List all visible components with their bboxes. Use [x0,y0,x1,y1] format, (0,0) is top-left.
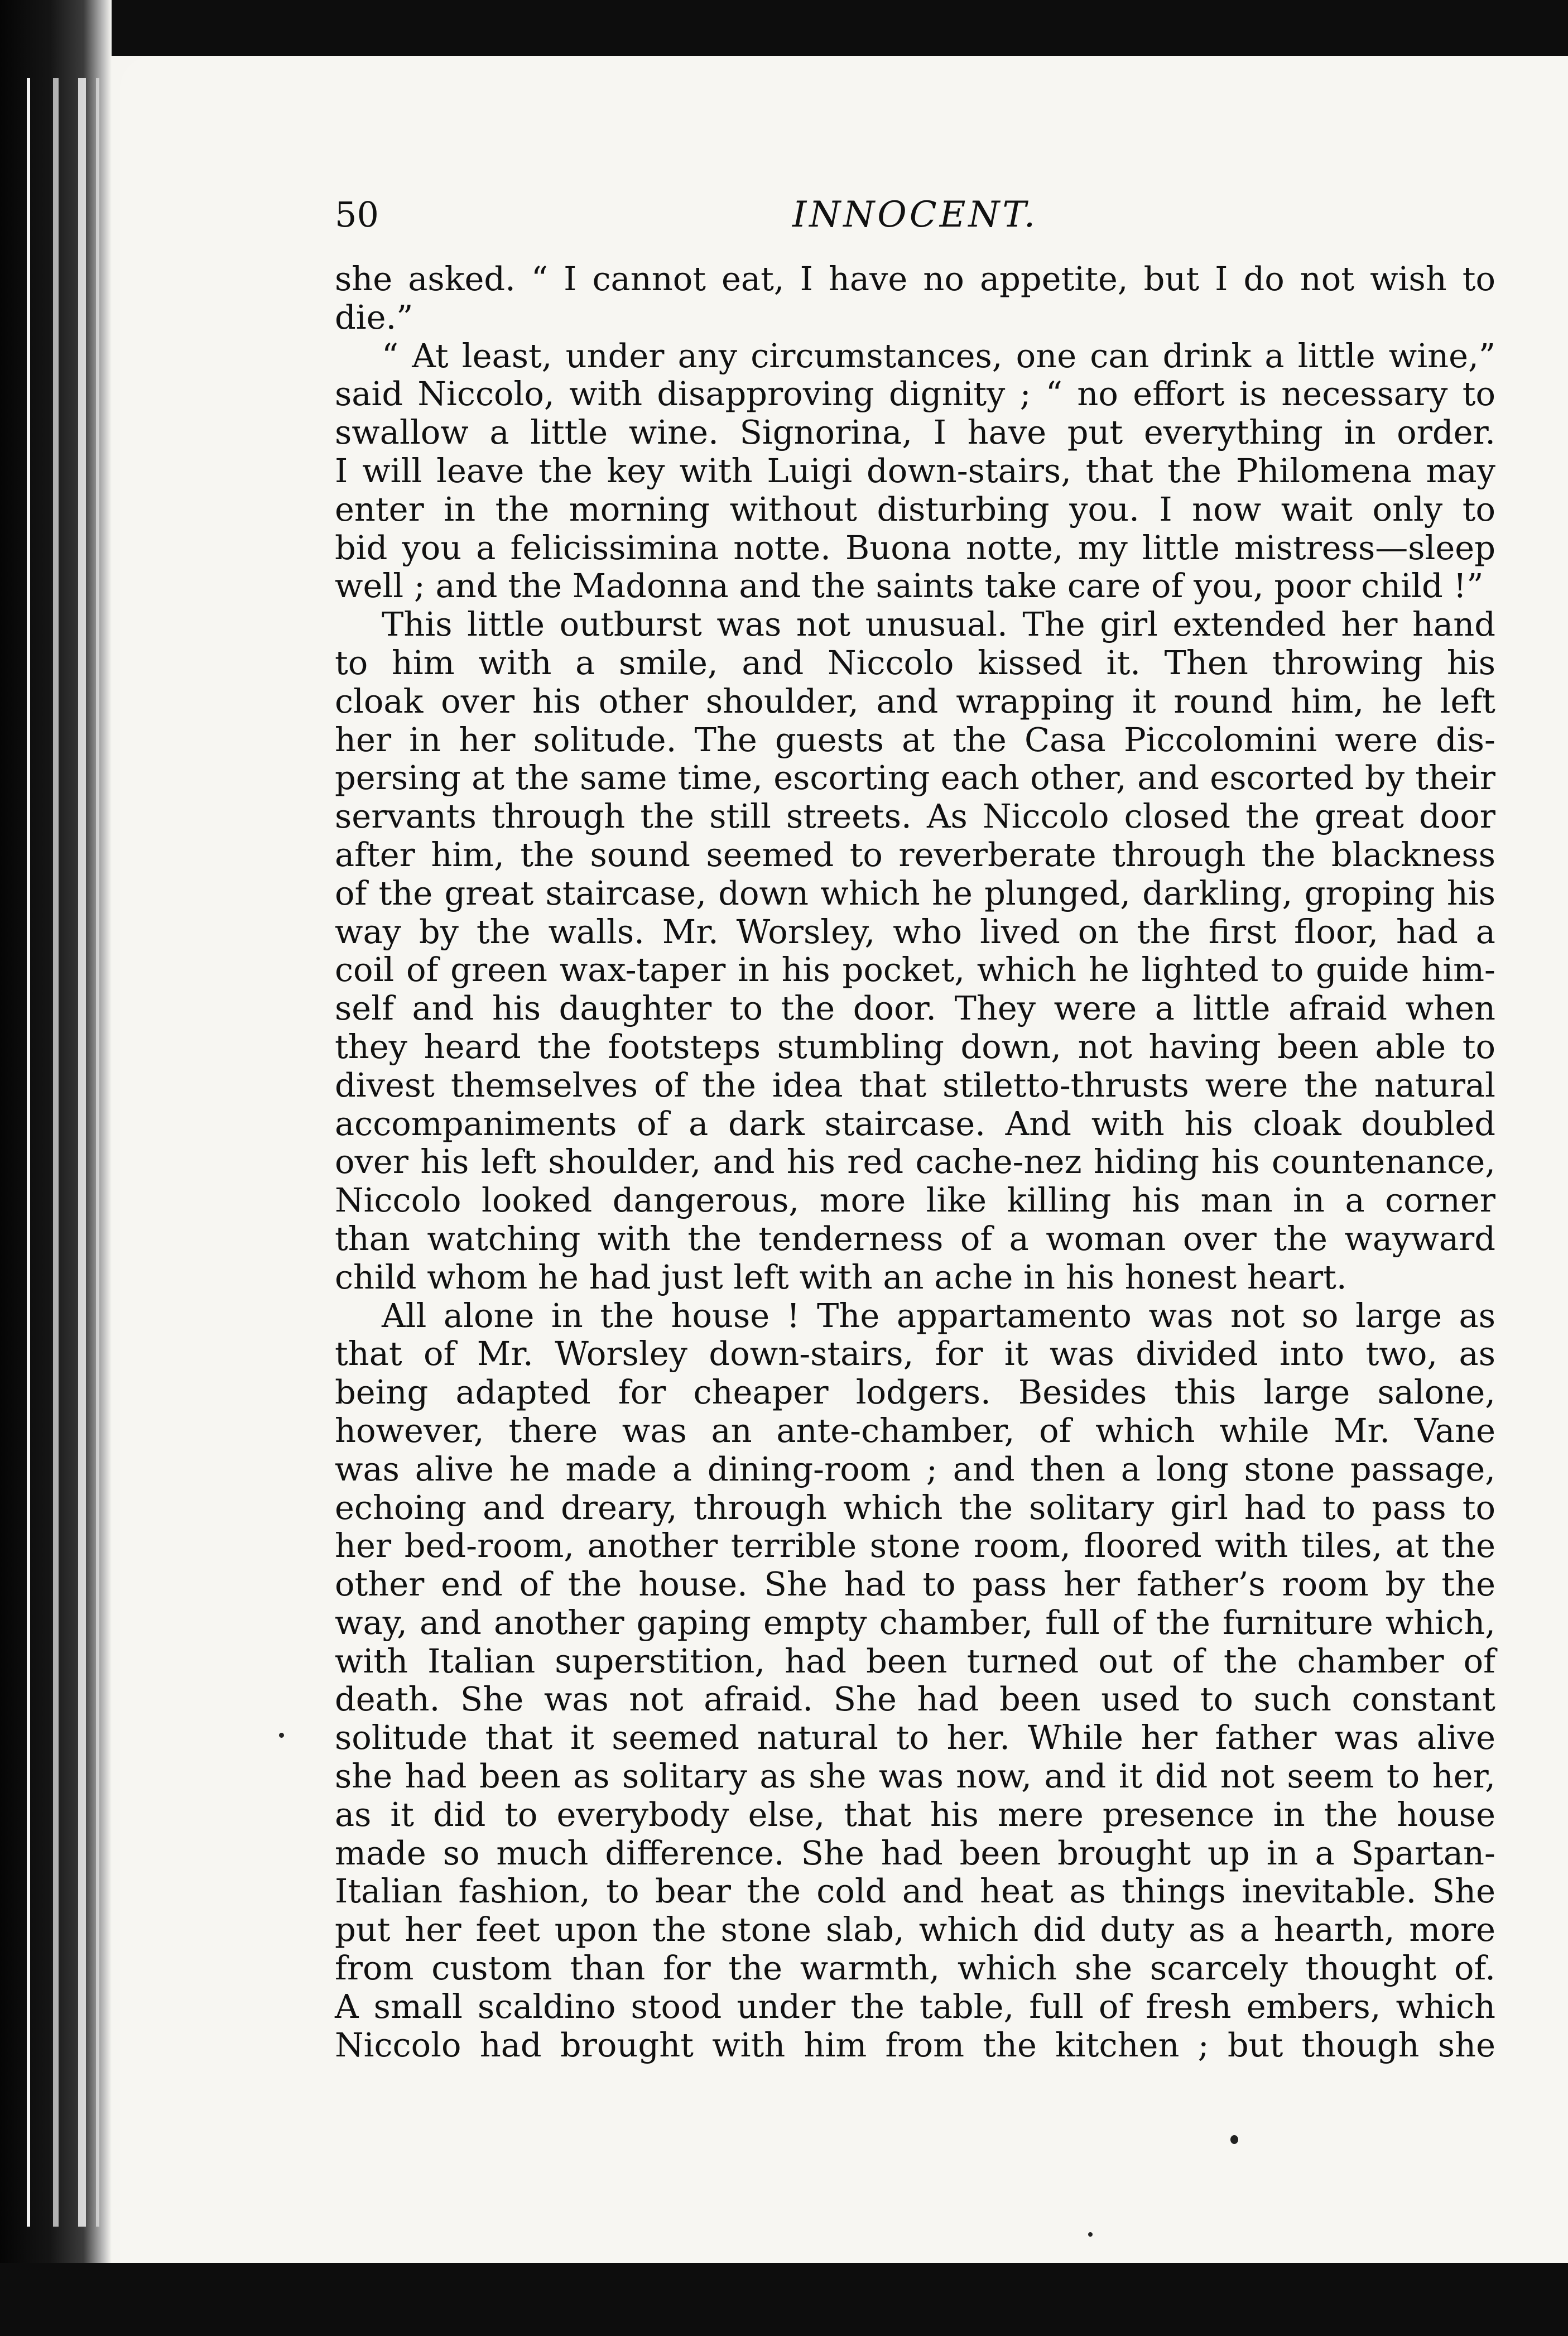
text-line: coil of green wax-taper in his pocket, which he lighted to guide him- [335,950,1495,989]
text-line: Niccolo had brought with him from the kitchen ; but though she [335,2025,1495,2064]
text-line: echoing and dreary, through which the solitary girl had to pass to [335,1488,1495,1527]
text-line: to him with a smile, and Niccolo kissed it. Then throwing his [335,643,1495,682]
text-line: made so much difference. She had been brought up in a Spartan- [335,1833,1495,1872]
text-line: being adapted for cheaper lodgers. Besides this large salone, [335,1373,1495,1412]
text-line: over his left shoulder, and his red cache-nez hiding his countenance, [335,1142,1495,1181]
text-line: die.” [335,297,413,337]
body-text [335,260,1495,2064]
text-line: other end of the house. She had to pass her father’s room by the [335,1565,1495,1604]
text-line: her bed-room, another terrible stone room, floored with tiles, at the [335,1526,1495,1565]
text-line: solitude that it seemed natural to her. While her father was alive [335,1718,1495,1757]
text-line: that of Mr. Worsley down-stairs, for it was divided into two, as [335,1334,1495,1373]
text-line: child whom he had just left with an ache in his honest heart. [335,1257,1347,1296]
scan-streak [78,78,86,2227]
text-line: Italian fashion, to bear the cold and heat as things inevitable. She [335,1872,1495,1911]
text-line: she asked. “ I cannot eat, I have no appetite, but I do not wish to [335,259,1495,298]
scan-border-left [0,0,112,2336]
text-line: enter in the morning without disturbing you. I now wait only to [335,489,1495,528]
text-line: A small scaldino stood under the table, full of fresh embers, which [335,1987,1495,2026]
text-line: with Italian superstition, had been turned out of the chamber of [335,1641,1495,1680]
text-line: was alive he made a dining-room ; and then a long stone passage, [335,1449,1495,1488]
text-line: of the great staircase, down which he plunged, darkling, groping his [335,873,1495,912]
text-line: after him, the sound seemed to reverberate through the blackness [335,835,1495,874]
text-line: put her feet upon the stone slab, which did duty as a hearth, more [335,1910,1495,1949]
text-line: way, and another gaping empty chamber, full of the furniture which, [335,1603,1495,1642]
text-line: accompaniments of a dark staircase. And with his cloak doubled [335,1104,1495,1143]
text-line: from custom than for the warmth, which she scarcely thought of. [335,1949,1495,1988]
text-line: way by the walls. Mr. Worsley, who lived on the first floor, had a [335,912,1495,951]
text-line: divest themselves of the idea that stiletto-thrusts were the natural [335,1065,1495,1104]
text-line: well ; and the Madonna and the saints take care of you, poor child !” [335,566,1484,605]
scan-streak [27,78,30,2227]
page-number: 50 [335,194,379,235]
scan-speck [279,1733,284,1738]
text-line: All alone in the house ! The appartamento was not so large as [382,1296,1495,1335]
text-line: I will leave the key with Luigi down-stairs, that the Philomena may [335,451,1495,490]
scan-speck [1230,2135,1238,2144]
text-line: bid you a felicissimina notte. Buona notte, my little mistress—sleep [335,528,1495,567]
scan-border-bottom [0,2263,1568,2336]
text-line: as it did to everybody else, that his mere presence in the house [335,1795,1495,1834]
scan-streak [96,78,99,2227]
text-line: cloak over his other shoulder, and wrapping it round him, he left [335,681,1495,720]
text-line: swallow a little wine. Signorina, I have put everything in order. [335,413,1495,452]
text-line: they heard the footsteps stumbling down, not having been able to [335,1027,1495,1066]
scan-streak [53,78,59,2227]
text-line: self and his daughter to the door. They were a little afraid when [335,989,1495,1028]
running-head [335,184,1495,246]
text-line: persing at the same time, escorting each other, and escorted by their [335,758,1495,797]
text-line: “ At least, under any circumstances, one can drink a little wine,” [382,336,1495,375]
text-line: servants through the still streets. As Niccolo closed the great door [335,797,1495,836]
text-line: she had been as solitary as she was now, and it did not seem to her, [335,1757,1495,1796]
text-line: This little outburst was not unusual. The girl extended her hand [382,605,1495,644]
scan-speck [1088,2232,1093,2237]
running-title: INNOCENT. [792,194,1038,235]
text-line: however, there was an ante-chamber, of which while Mr. Vane [335,1411,1495,1450]
text-line: than watching with the tenderness of a woman over the wayward [335,1219,1495,1258]
text-line: death. She was not afraid. She had been used to such constant [335,1680,1495,1719]
text-line: said Niccolo, with disapproving dignity ; “ no effort is necessary to [335,374,1495,414]
text-line: Niccolo looked dangerous, more like killing his man in a corner [335,1181,1495,1220]
scan-border-top [0,0,1568,56]
text-line: her in her solitude. The guests at the Casa Piccolomini were dis- [335,720,1495,759]
